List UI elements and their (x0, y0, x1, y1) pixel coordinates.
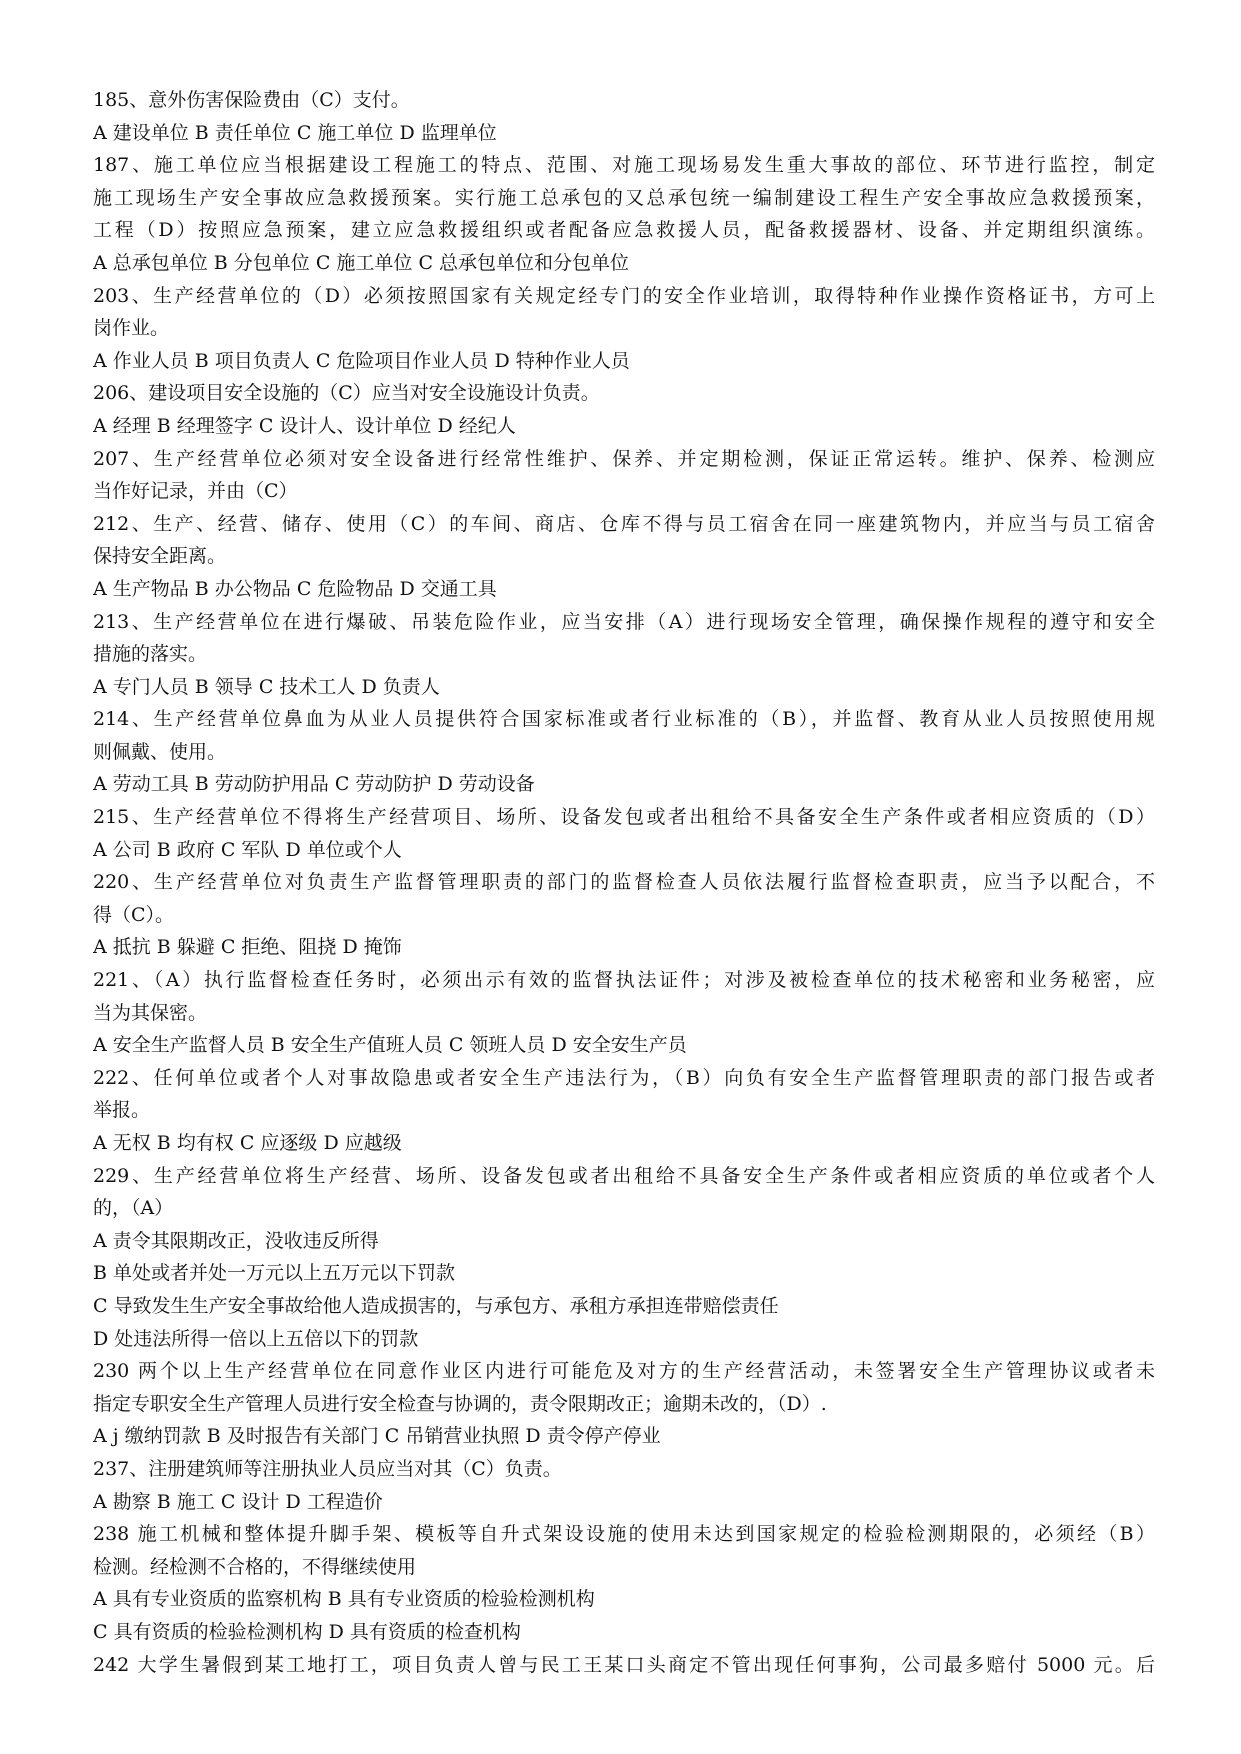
text-line: C 导致发生生产安全事故给他人造成损害的，与承包方、承租方承担连带赔偿责任 (93, 1294, 779, 1317)
text-line: C 具有资质的检验检测机构 D 具有资质的检查机构 (93, 1620, 521, 1643)
text-line: 206、建设项目安全设施的（C）应当对安全设施设计负责。 (93, 382, 600, 405)
text-line: A j 缴纳罚款 B 及时报告有关部门 C 吊销营业执照 D 责令停产停业 (93, 1425, 661, 1448)
text-line: 229、生产经营单位将生产经营、场所、设备发包或者出租给不具备安全生产条件或者相应资质的单位或者个人 (93, 1164, 1155, 1187)
text-line: A 安全生产监督人员 B 安全生产值班人员 C 领班人员 D 安全安生产员 (93, 1034, 687, 1057)
text-line: 则佩戴、使用。 (93, 740, 227, 763)
text-line: A 抵抗 B 躲避 C 拒绝、阻挠 D 掩饰 (93, 936, 402, 959)
text-line: 242 大学生暑假到某工地打工，项目负责人曾与民工王某口头商定不管出现任何事狗，公司最多赔付 5000 元。后 (93, 1653, 1155, 1676)
document-body (93, 84, 1155, 1681)
text-line: 检测。经检测不合格的，不得继续使用 (93, 1555, 417, 1578)
text-line: A 建设单位 B 责任单位 C 施工单位 D 监理单位 (93, 121, 497, 144)
text-line: 当作好记录，并由（C） (93, 480, 298, 503)
text-line: 指定专职安全生产管理人员进行安全检查与协调的，责令限期改正；逾期未改的，（D）. (93, 1392, 827, 1415)
text-line: 237、注册建筑师等注册执业人员应当对其（C）负责。 (93, 1457, 562, 1480)
text-line: 得（C）。 (93, 903, 175, 926)
text-line: 保持安全距离。 (93, 545, 227, 568)
text-line: 举报。 (93, 1099, 151, 1122)
text-line: A 无权 B 均有权 C 应逐级 D 应越级 (93, 1132, 402, 1154)
text-line: 220、生产经营单位对负责生产监督管理职责的部门的监督检查人员依法履行监督检查职责，应当予以配合，不 (93, 871, 1155, 894)
text-line: A 具有专业资质的监察机构 B 具有专业资质的检验检测机构 (93, 1588, 595, 1611)
text-line: D 处违法所得一倍以上五倍以下的罚款 (93, 1327, 419, 1350)
text-line: 工程（D）按照应急预案，建立应急救援组织或者配备应急救援人员，配备救援器材、设备、并定期组织演练。 (93, 219, 1155, 242)
text-line: 当为其保密。 (93, 1001, 208, 1024)
text-line: 230 两个以上生产经营单位在同意作业区内进行可能危及对方的生产经营活动，未签署安全生产管理协议或者未 (93, 1360, 1155, 1383)
text-line: 214、生产经营单位鼻血为从业人员提供符合国家标准或者行业标准的（B），并监督、教育从业人员按照使用规 (93, 708, 1155, 731)
text-line: A 经理 B 经理签字 C 设计人、设计单位 D 经纪人 (93, 414, 516, 437)
text-line: 221、（A）执行监督检查任务时，必须出示有效的监督执法证件；对涉及被检查单位的技术秘密和业务秘密，应 (93, 969, 1155, 992)
text-line: A 责令其限期改正，没收违反所得 (93, 1229, 379, 1252)
text-line: A 劳动工具 B 劳动防护用品 C 劳动防护 D 劳动设备 (93, 773, 535, 796)
text-line: A 作业人员 B 项目负责人 C 危险项目作业人员 D 特种作业人员 (93, 349, 630, 372)
text-line: 207、生产经营单位必须对安全设备进行经常性维护、保养、并定期检测，保证正常运转。维护、保养、检测应 (93, 447, 1155, 470)
text-line: 238 施工机械和整体提升脚手架、模板等自升式架设设施的使用未达到国家规定的检验检测期限的，必须经（B） (93, 1523, 1155, 1546)
text-line: B 单处或者并处一万元以上五万元以下罚款 (93, 1262, 456, 1285)
text-line: 187、施工单位应当根据建设工程施工的特点、范围、对施工现场易发生重大事故的部位、环节进行监控，制定 (93, 154, 1155, 177)
text-line: 215、生产经营单位不得将生产经营项目、场所、设备发包或者出租给不具备安全生产条件或者相应资质的（D） (93, 806, 1155, 829)
text-line: 222、任何单位或者个人对事故隐患或者安全生产违法行为，（B）向负有安全生产监督管理职责的部门报告或者 (93, 1066, 1155, 1089)
text-line: 212、生产、经营、储存、使用（C）的车间、商店、仓库不得与员工宿舍在同一座建筑物内，并应当与员工宿舍 (93, 512, 1155, 535)
text-line: A 总承包单位 B 分包单位 C 施工单位 C 总承包单位和分包单位 (93, 251, 630, 274)
text-line: 185、意外伤害保险费由（C）支付。 (93, 89, 410, 111)
text-line: 的，（A） (93, 1197, 174, 1220)
text-line: 213、生产经营单位在进行爆破、吊装危险作业，应当安排（A）进行现场安全管理，确保操作规程的遵守和安全 (93, 610, 1155, 633)
text-line: A 公司 B 政府 C 军队 D 单位或个人 (93, 838, 402, 861)
text-line: 203、生产经营单位的（D）必须按照国家有关规定经专门的安全作业培训，取得特种作业操作资格证书，方可上 (93, 284, 1155, 307)
text-line: 措施的落实。 (93, 643, 208, 666)
text-line: A 专门人员 B 领导 C 技术工人 D 负责人 (93, 675, 440, 698)
text-line: 岗作业。 (93, 317, 170, 340)
text-line: A 生产物品 B 办公物品 C 危险物品 D 交通工具 (93, 577, 497, 600)
text-line: 施工现场生产安全事故应急救援预案。实行施工总承包的又总承包统一编制建设工程生产安全事故应急救援预案， (93, 186, 1155, 209)
text-line: A 勘察 B 施工 C 设计 D 工程造价 (93, 1490, 383, 1513)
